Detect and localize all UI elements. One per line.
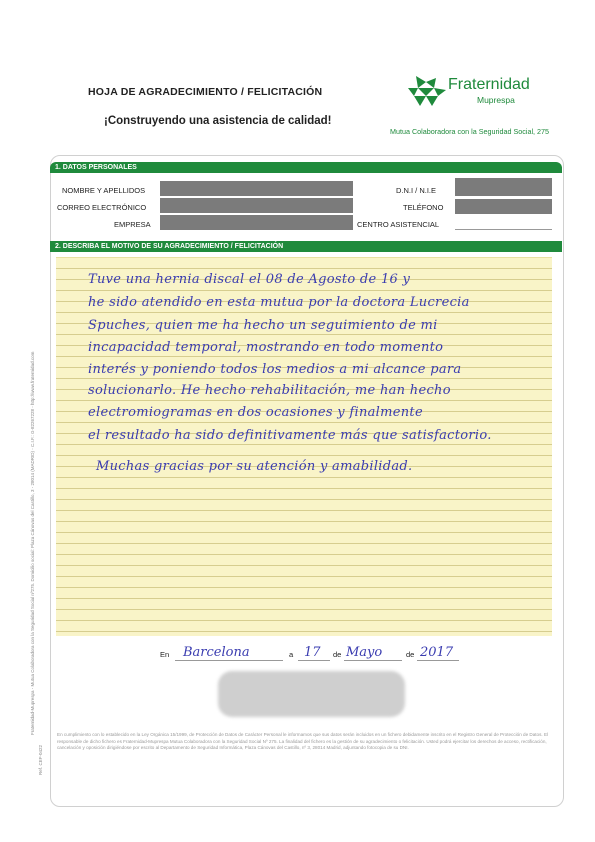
ruled-line xyxy=(56,510,552,511)
dni-label: D.N.I / N.I.E xyxy=(396,186,437,195)
message-line: Muchas gracias por su atención y amabilidad. xyxy=(96,459,413,474)
ruled-line xyxy=(56,455,552,456)
section-personal-data-heading: 1. DATOS PERSONALES xyxy=(50,162,562,173)
ruled-line xyxy=(56,587,552,588)
centro-label: CENTRO ASISTENCIAL xyxy=(357,220,440,229)
side-legal-text: Fraternidad-Muprespa - Mutua Colaboradora con la Seguridad Social nº275. Domicilio social: Plaza Cánovas del Castillo, 3 - 28014 (MADRID) - C.I.F.: G-82267228 - http://www.fraternidad.com xyxy=(30,351,35,735)
ref-code: Ref. CEF-0422 xyxy=(38,744,43,775)
message-line: he sido atendido en esta mutua por la doctora Lucrecia xyxy=(88,295,470,310)
message-line: electromiogramas en dos ocasiones y finalmente xyxy=(88,405,423,420)
fraternidad-logo-icon xyxy=(404,74,448,108)
message-line: incapacidad temporal, mostrando en todo momento xyxy=(88,340,444,355)
nombre-field[interactable] xyxy=(160,181,353,196)
ruled-line xyxy=(56,609,552,610)
ruled-line xyxy=(56,477,552,478)
ruled-line xyxy=(56,488,552,489)
message-line: el resultado ha sido definitivamente más que satisfactorio. xyxy=(88,428,492,443)
month-value: Mayo xyxy=(346,645,383,660)
ruled-line xyxy=(56,521,552,522)
message-line: Spuches, quien me ha hecho un seguimiento de mi xyxy=(88,318,438,333)
nombre-label: NOMBRE Y APELLIDOS xyxy=(62,186,146,195)
ruled-line xyxy=(56,290,552,291)
ruled-line xyxy=(56,444,552,445)
ruled-line xyxy=(56,422,552,423)
telefono-field[interactable] xyxy=(455,199,552,214)
mutua-text: Mutua Colaboradora con la Seguridad Social, 275 xyxy=(390,127,550,136)
legal-text: En cumplimiento con lo establecido en la Ley Orgánica 15/1999, de Protección de Datos de Carácter Personal le informamos que sus datos serán incluidos en un fichero debidamente inscrito en el Registro General de Protección de Datos. El responsable de dicho fichero es Fraternidad-Muprespa Mutua Colaboradora con la Seguridad Social Nº 275. La finalidad del fichero es la gestión de su agradecimiento o felicitación. Usted podrá ejercitar los derechos de acceso, rectificación, cancelación y oposición dirigiéndose por escrito al Departamento de Seguridad Informática, Plaza Cánovas del Castillo, nº 3, 28014 Madrid, adjuntando fotocopia de su DNI. xyxy=(57,732,549,750)
email-field[interactable] xyxy=(160,198,353,213)
section-reason-heading: 2. DESCRIBA EL MOTIVO DE SU AGRADECIMIENTO / FELICITACIÓN xyxy=(50,241,562,252)
day-field[interactable] xyxy=(298,660,330,661)
ruled-line xyxy=(56,268,552,269)
logo-sub: Muprespa xyxy=(477,95,515,105)
message-line: Tuve una hernia discal el 08 de Agosto de 16 y xyxy=(88,272,411,287)
ruled-line xyxy=(56,631,552,632)
dni-field[interactable] xyxy=(455,178,552,196)
ruled-line xyxy=(56,543,552,544)
a-label: a xyxy=(289,650,294,659)
city-field[interactable] xyxy=(175,660,283,661)
year-value: 2017 xyxy=(420,645,454,660)
de-label-2: de xyxy=(406,650,415,659)
ruled-line xyxy=(56,312,552,313)
empresa-label: EMPRESA xyxy=(114,220,151,229)
ruled-line xyxy=(56,620,552,621)
ruled-line xyxy=(56,576,552,577)
centro-field[interactable] xyxy=(455,229,552,230)
ruled-line xyxy=(56,532,552,533)
ruled-line xyxy=(56,565,552,566)
telefono-label: TELÉFONO xyxy=(403,203,444,212)
email-label: CORREO ELECTRÓNICO xyxy=(57,203,147,212)
empresa-field[interactable] xyxy=(160,215,353,230)
month-field[interactable] xyxy=(344,660,402,661)
logo-name: Fraternidad xyxy=(448,76,530,93)
ruled-line xyxy=(56,378,552,379)
de-label-1: de xyxy=(333,650,342,659)
ruled-line xyxy=(56,400,552,401)
year-field[interactable] xyxy=(417,660,459,661)
ruled-line xyxy=(56,499,552,500)
page-subtitle: ¡Construyendo una asistencia de calidad! xyxy=(104,115,332,127)
message-area[interactable] xyxy=(56,257,552,636)
ruled-line xyxy=(56,598,552,599)
city-value: Barcelona xyxy=(183,645,250,660)
en-label: En xyxy=(160,650,170,659)
message-line: interés y poniendo todos los medios a mi alcance para xyxy=(88,362,462,377)
message-line: solucionarlo. He hecho rehabilitación, me han hecho xyxy=(88,383,451,398)
signature-redacted xyxy=(218,671,405,717)
page-title: HOJA DE AGRADECIMIENTO / FELICITACIÓN xyxy=(88,86,323,98)
ruled-line xyxy=(56,334,552,335)
ruled-line xyxy=(56,554,552,555)
day-value: 17 xyxy=(304,645,321,660)
ruled-line xyxy=(56,356,552,357)
